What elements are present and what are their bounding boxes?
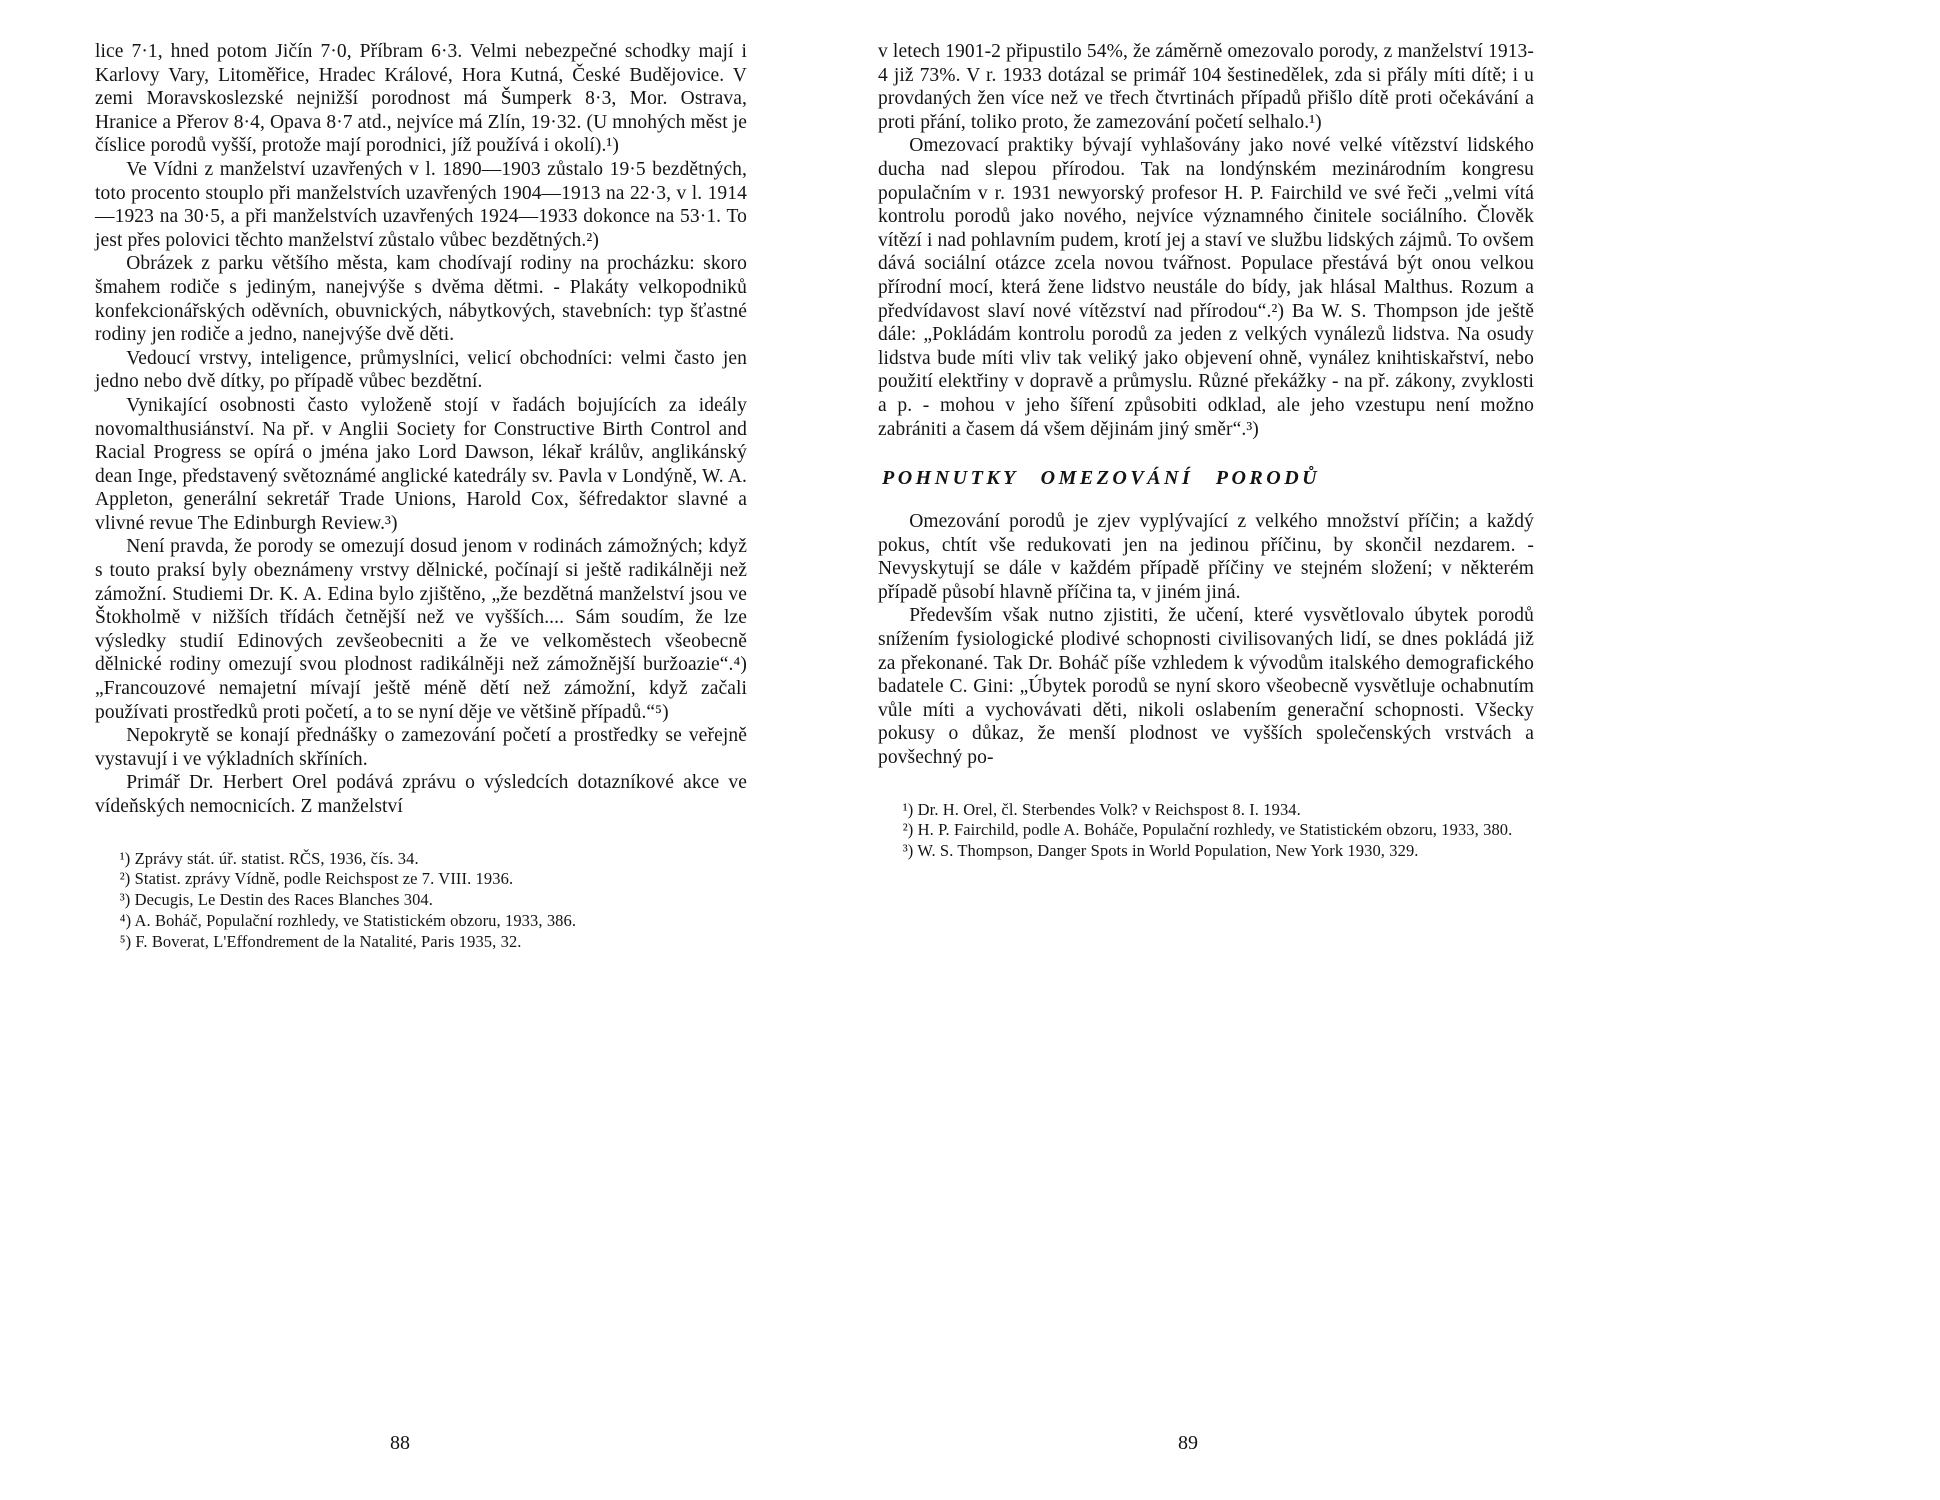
left-page — [95, 40, 747, 953]
paragraph: Nepokrytě se konají přednášky o zamezování početí a prostředky se veřejně vystavují i ve výkladních skříních. — [95, 725, 747, 770]
left-page-footnotes — [95, 849, 747, 953]
paragraph: Primář Dr. Herbert Orel podává zprávu o výsledcích dotazníkové akce ve vídeňských nemocnicích. Z manželství — [95, 772, 747, 817]
paragraph: Obrázek z parku většího města, kam chodívají rodiny na procházku: skoro šmahem rodiče s jediným, nanejvýše s dvěma dětmi. - Plakáty velkopodniků konfekcionářských oděvních, obuvnických, nábytkových, stavebních: typ šťastné rodiny jen rodiče a jedno, nanejvýše dvě děti. — [95, 253, 747, 346]
page-number-right: 89 — [1178, 1432, 1198, 1454]
footnote: ⁴) A. Boháč, Populační rozhledy, ve Statistickém obzoru, 1933, 386. — [119, 910, 577, 930]
footnote: ⁵) F. Boverat, L'Effondrement de la Natalité, Paris 1935, 32. — [119, 931, 522, 951]
footnote: ³) Decugis, Le Destin des Races Blanches 304. — [119, 890, 433, 910]
paragraph: Omezování porodů je zjev vyplývající z velkého množství příčin; a každý pokus, chtít vše redukovati jen na jedinou příčinu, by skončil nezdarem. - Nevyskytují se dále v každém případě příčiny ve stejném složení; v některém případě působí hlavně příčina ta, v jiném jiná. — [878, 511, 1534, 603]
paragraph: Vedoucí vrstvy, inteligence, průmyslníci, velicí obchodníci: velmi často jen jedno nebo dvě dítky, po případě vůbec bezdětní. — [95, 347, 747, 393]
footnote: ¹) Zprávy stát. úř. statist. RČS, 1936, čís. 34. — [119, 848, 419, 868]
right-page-footnotes — [878, 800, 1534, 862]
paragraph: Ve Vídni z manželství uzavřených v l. 1890—1903 zůstalo 19·5 bezdětných, toto procento stouplo při manželstvích uzavřených 1904—1913 na 22·3, v l. 1914—1923 na 30·5, a při manželstvích uzavřených 1924—1933 dokonce na 53·1. To jest přes polovici těchto manželství zůstalo vůbec bezdětných.²) — [95, 158, 747, 251]
paragraph: lice 7·1, hned potom Jičín 7·0, Příbram 6·3. Velmi nebezpečné schodky mají i Karlovy Vary, Litoměřice, Hradec Králové, Hora Kutná, České Budějovice. V zemi Moravskoslezské nejnižší porodnost má Šumperk 8·3, Mor. Ostrava, Hranice a Přerov 8·4, Opava 8·7 atd., nejvíce má Zlín, 19·32. (U mnohých měst je číslice porodů vyšší, protože mají porodnici, jíž používá i okolí).¹) — [95, 41, 747, 157]
footnote: ²) Statist. zprávy Vídně, podle Reichspost ze 7. VIII. 1936. — [119, 869, 514, 889]
right-page — [878, 40, 1534, 862]
footnote: ³) W. S. Thompson, Danger Spots in World Population, New York 1930, 329. — [902, 841, 1419, 861]
paragraph: Především však nutno zjistiti, že učení, které vysvětlovalo úbytek porodů snížením fysiologické plodivé schopnosti civilisovaných lidí, se dnes pokládá již za překonané. Tak Dr. Boháč píše vzhledem k vývodům italského demografického badatele C. Gini: „Úbytek porodů se nyní skoro všeobecně vysvětluje ochabnutím vůle míti a vychovávati děti, nikoli oslabením generační schopnosti. Všecky pokusy o důkaz, že menší plodnost ve vyšších společenských vrstvách a povšechný po- — [878, 605, 1534, 769]
footnote: ²) H. P. Fairchild, podle A. Boháče, Populační rozhledy, ve Statistickém obzoru, 1933, 380. — [902, 820, 1513, 840]
paragraph: Není pravda, že porody se omezují dosud jenom v rodinách zámožných; když s touto praksí byly obeznámeny vrstvy dělnické, počínají si ještě radikálněji než zámožní. Studiemi Dr. K. A. Edina bylo zjištěno, „že bezdětná manželství jsou ve Štokholmě v nižších třídách četnější než ve vyšších.... Sám soudím, že lze výsledky studií Edinových zevšeobecniti a že ve velkoměstech všeobecně dělnické rodiny omezují svou plodnost radikálněji než zámožnější buržoazie“.⁴) „Francouzové nemajetní mívají ještě méně dětí než zámožní, když začali používati prostředků proti početí, a to se nyní děje ve většině případů.“⁵) — [95, 536, 747, 723]
page-number-left: 88 — [390, 1432, 410, 1454]
section-heading: POHNUTKY OMEZOVÁNÍ PORODŮ — [882, 467, 1321, 490]
paragraph: Omezovací praktiky bývají vyhlašovány jako nové velké vítězství lidského ducha nad slepou přírodou. Tak na londýnském mezinárodním kongresu populačním v r. 1931 newyorský profesor H. P. Fairchild ve své řeči „velmi vítá kontrolu porodů jako nového, nejvíce významného činitele sociálního. Člověk vítězí i nad pohlavním pudem, krotí jej a staví ve službu lidských zájmů. To ovšem dává sociální otázce zcela novou tvářnost. Populace přestává být onou velkou přírodní mocí, která žene lidstvo neustále do bídy, jak hlásal Malthus. Rozum a předvídavost slaví nové vítězství nad přírodou“.²) Ba W. S. Thompson jde ještě dále: „Pokládám kontrolu porodů za jeden z velkých vynálezů lidstva. Na osudy lidstva bude míti vliv tak veliký jako objevení ohně, vynález knihtiskařství, nebo použití elektřiny v dopravě a průmyslu. Různé překážky - na př. zákony, zvyklosti a p. - mohou v jeho šíření způsobiti odklad, ale jeho vzestupu není možno zabrániti a časem dá všem dějinám jiný směr“.³) — [878, 135, 1534, 440]
footnote: ¹) Dr. H. Orel, čl. Sterbendes Volk? v Reichspost 8. I. 1934. — [902, 799, 1301, 819]
paragraph: Vynikající osobnosti často vyloženě stojí v řadách bojujících za ideály novomalthusiánství. Na př. v Anglii Society for Constructive Birth Control and Racial Progress se opírá o jména jako Lord Dawson, lékař králův, anglikánský dean Inge, představený světoznámé anglické katedrály sv. Pavla v Londýně, W. A. Appleton, generální sekretář Trade Unions, Harold Cox, šéfredaktor slavné a vlivné revue The Edinburgh Review.³) — [95, 394, 747, 534]
paragraph: v letech 1901-2 připustilo 54%, že záměrně omezovalo porody, z manželství 1913-4 již 73%. V r. 1933 dotázal se primář 104 šestinedělek, zda si přály míti dítě; i u provdaných žen více než ve třech čtvrtinách případů přišlo dítě proti očekávání a proti přání, toliko proto, že zamezování početí selhalo.¹) — [878, 41, 1534, 133]
